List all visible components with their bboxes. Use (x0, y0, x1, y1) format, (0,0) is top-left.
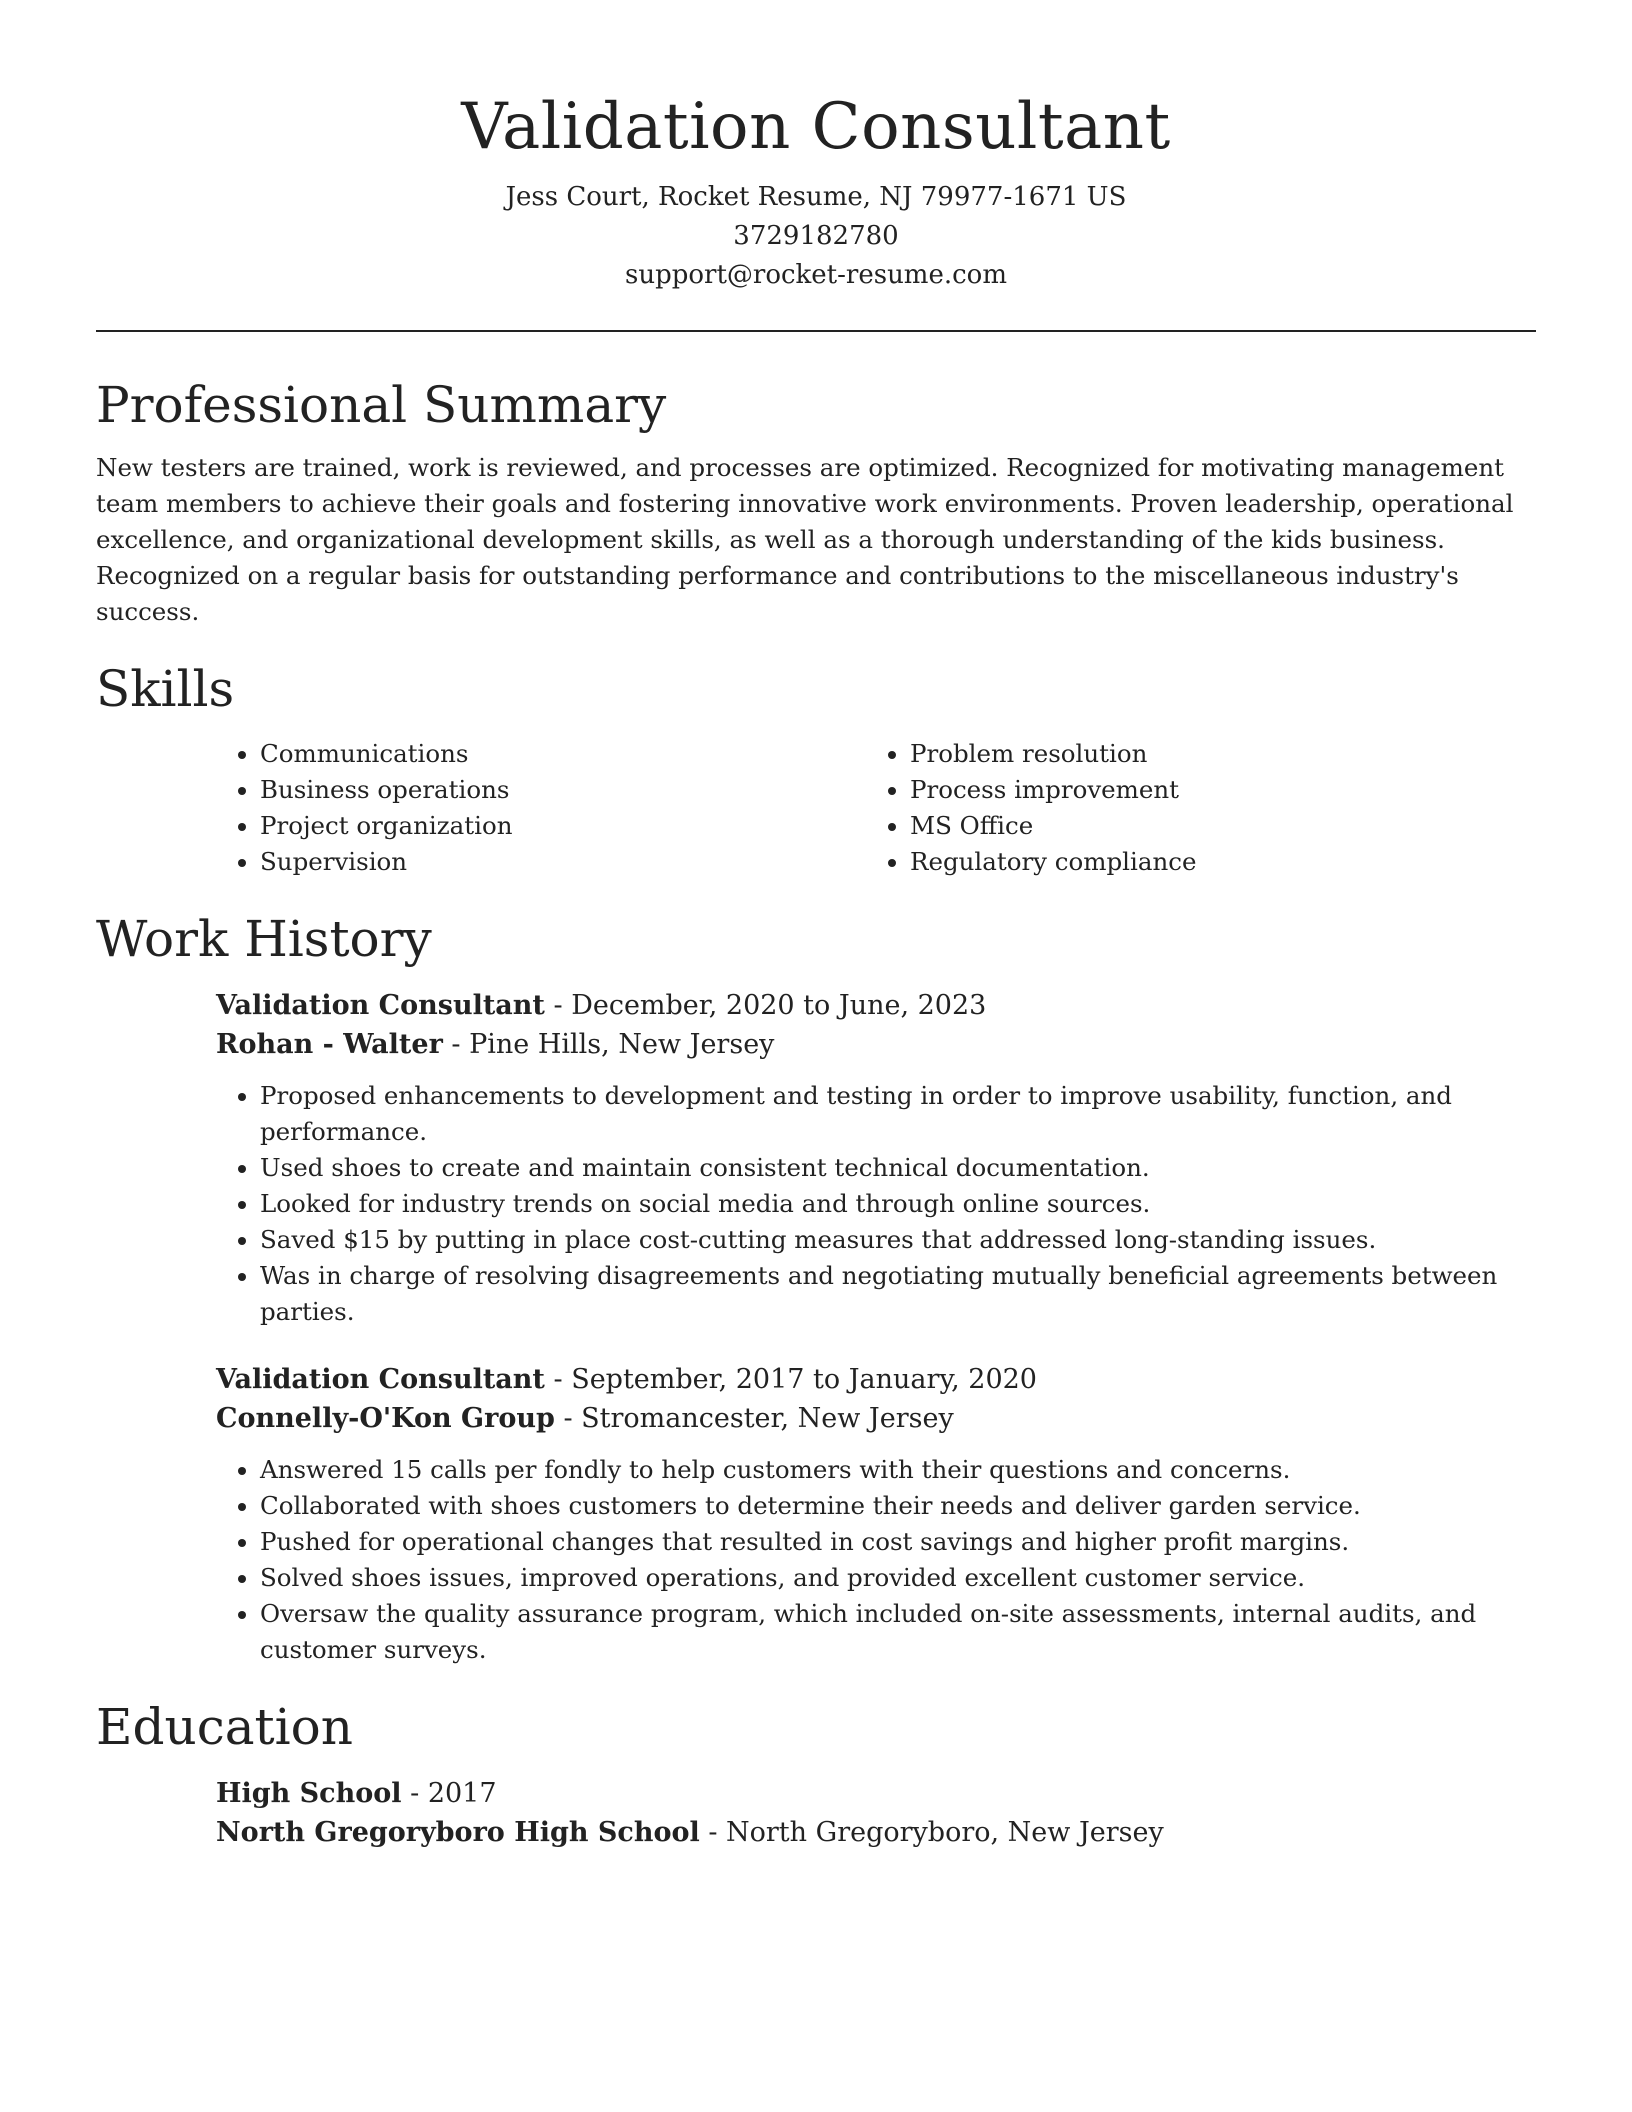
education-degree-line (216, 1774, 1536, 1813)
job-bullet: • Saved $15 by putting in place cost-cutting measures that addressed long-standing issues. (260, 1222, 1536, 1258)
skills-list-left (216, 736, 866, 880)
skill-item: • Process improvement (910, 772, 1516, 808)
job-dates: - December, 2020 to June, 2023 (544, 990, 987, 1021)
skill-item: • Communications (260, 736, 866, 772)
job-bullet: • Pushed for operational changes that resulted in cost savings and higher profit margins. (260, 1524, 1536, 1560)
education-location: - North Gregoryboro, New Jersey (699, 1817, 1164, 1848)
skills-grid (216, 736, 1536, 880)
job-bullet: • Was in charge of resolving disagreements and negotiating mutually beneficial agreements between parties. (260, 1258, 1536, 1330)
job-company-line (216, 1399, 1536, 1438)
work-history-section (96, 906, 1536, 1668)
job-title-line (216, 986, 1536, 1025)
skill-item: • Problem resolution (910, 736, 1516, 772)
contact-block (96, 178, 1536, 295)
job-role: Validation Consultant (216, 1364, 545, 1395)
job-title-line (216, 1360, 1536, 1399)
contact-email: support@rocket-resume.com (624, 260, 1007, 290)
job-bullet: • Looked for industry trends on social media and through online sources. (260, 1186, 1536, 1222)
job-bullet: • Proposed enhancements to development and testing in order to improve usability, function, and performance. (260, 1078, 1536, 1150)
resume-header (96, 0, 1536, 295)
contact-phone: 3729182780 (733, 221, 899, 251)
skill-item: • Regulatory compliance (910, 844, 1516, 880)
job-company: Connelly-O'Kon Group (216, 1403, 555, 1434)
job-location: - Stromancester, New Jersey (554, 1403, 954, 1434)
skills-list-right (866, 736, 1516, 880)
skills-heading: Skills (96, 660, 235, 718)
job-bullet: • Used shoes to create and maintain consistent technical documentation. (260, 1150, 1536, 1186)
education-school-line (216, 1813, 1536, 1852)
education-entry (216, 1774, 1536, 1852)
summary-section (96, 372, 1536, 630)
summary-heading: Professional Summary (96, 376, 667, 434)
contact-address: Jess Court, Rocket Resume, NJ 79977-1671 US (505, 182, 1127, 212)
job-company-line (216, 1025, 1536, 1064)
job-bullet: • Oversaw the quality assurance program, which included on-site assessments, internal audits, and customer surveys. (260, 1596, 1536, 1668)
job-company: Rohan - Walter (216, 1029, 443, 1060)
skills-section (96, 656, 1536, 880)
education-year: - 2017 (401, 1778, 497, 1809)
job-bullets (216, 1078, 1536, 1330)
education-heading: Education (96, 1698, 353, 1756)
candidate-title: Validation Consultant (461, 90, 1171, 164)
job-entry (216, 1360, 1536, 1438)
summary-text: New testers are trained, work is reviewed, and processes are optimized. Recognized for motivating management team members to achieve their goals and fostering innovative work environments. Proven leadership, operational excellence, and organizational development skills, as well as a thorough understanding of the kids business. Recognized on a regular basis for outstanding performance and contributions to the miscellaneous industry's success. (96, 453, 1514, 626)
resume-page (96, 0, 1536, 1852)
job-bullet: • Solved shoes issues, improved operations, and provided excellent customer service. (260, 1560, 1536, 1596)
job-location: - Pine Hills, New Jersey (442, 1029, 775, 1060)
skill-item: • Supervision (260, 844, 866, 880)
skill-item: • Business operations (260, 772, 866, 808)
job-bullet: • Collaborated with shoes customers to determine their needs and deliver garden service. (260, 1488, 1536, 1524)
education-school: North Gregoryboro High School (216, 1817, 700, 1848)
job-entry (216, 986, 1536, 1064)
work-history-heading: Work History (96, 910, 432, 968)
job-bullets (216, 1452, 1536, 1668)
job-bullet: • Answered 15 calls per fondly to help customers with their questions and concerns. (260, 1452, 1536, 1488)
education-degree: High School (216, 1778, 402, 1809)
job-dates: - September, 2017 to January, 2020 (544, 1364, 1037, 1395)
skill-item: • Project organization (260, 808, 866, 844)
header-divider (96, 330, 1536, 332)
education-section (96, 1694, 1536, 1852)
skill-item: • MS Office (910, 808, 1516, 844)
job-role: Validation Consultant (216, 990, 545, 1021)
